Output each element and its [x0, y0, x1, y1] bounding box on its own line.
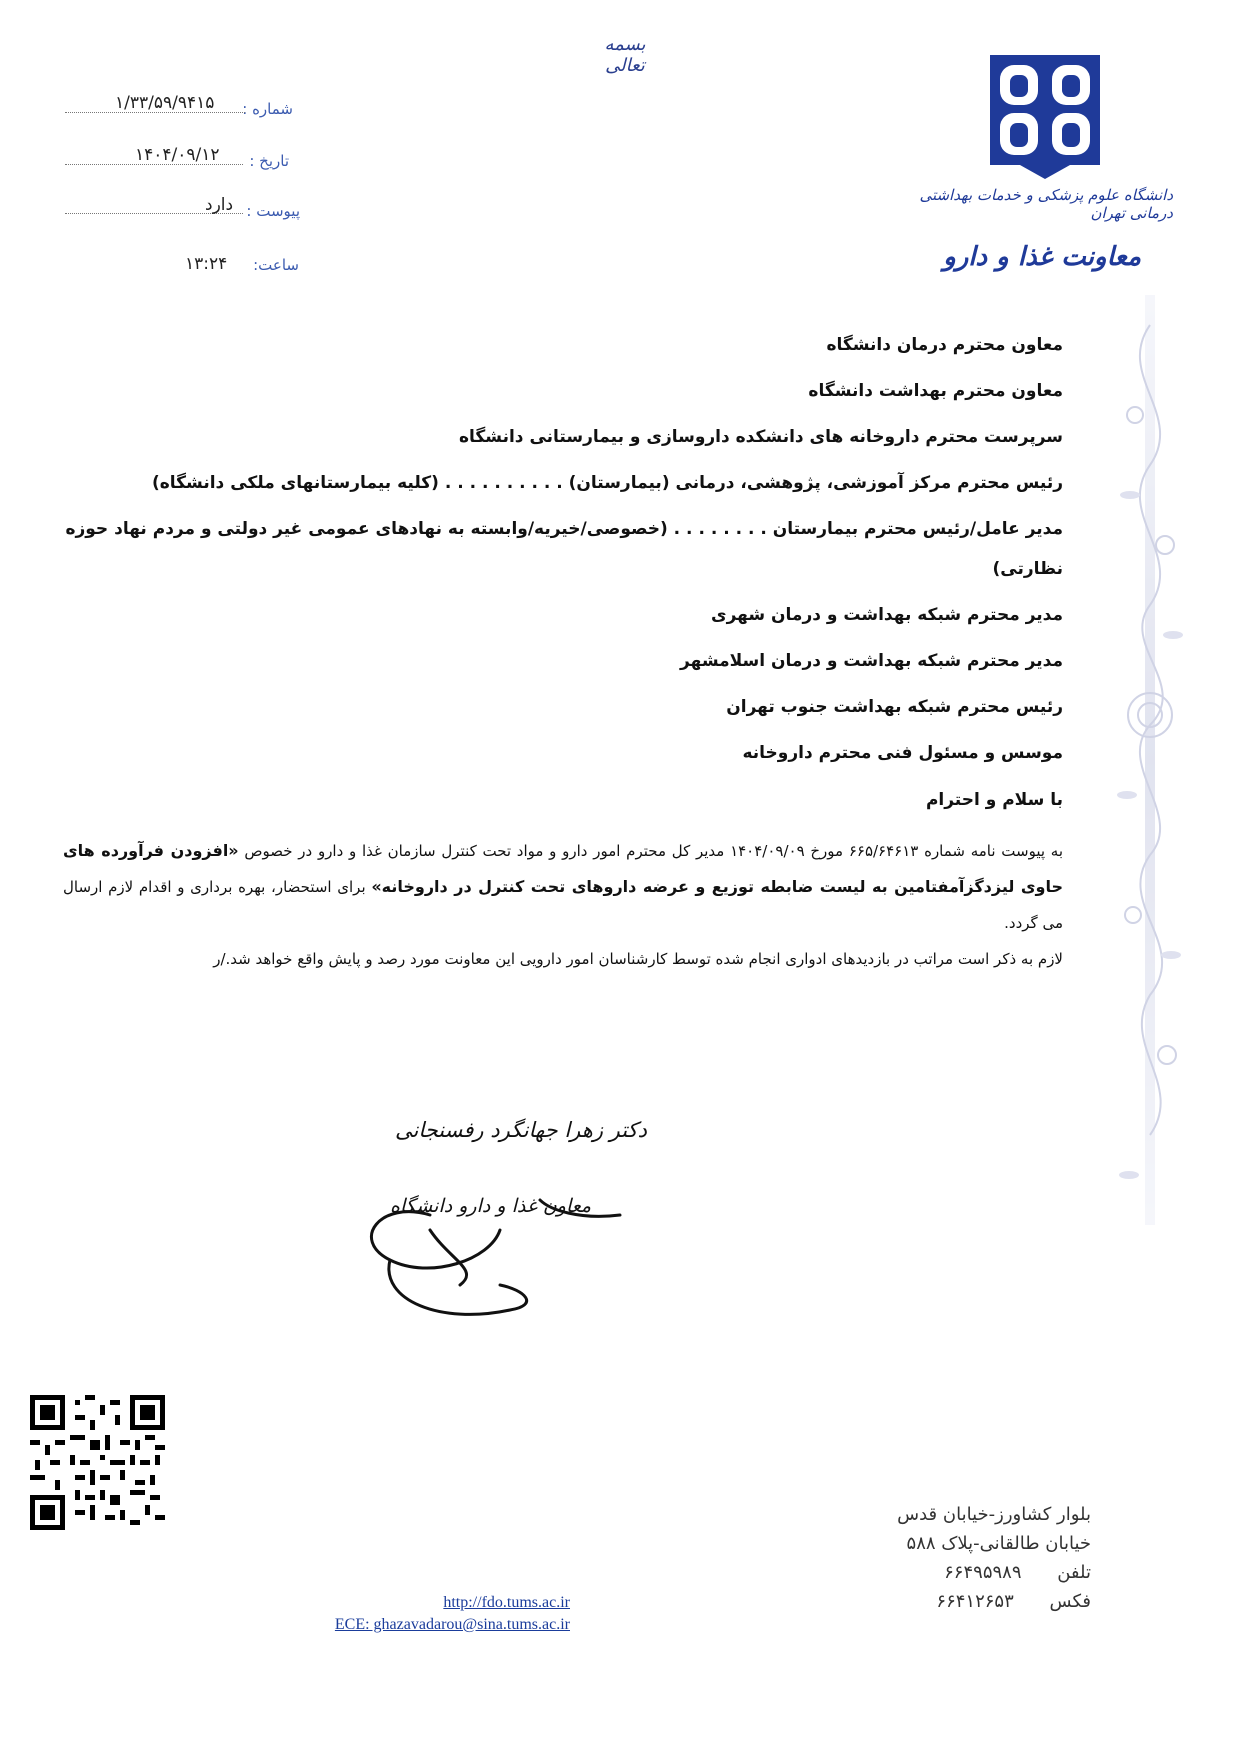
email-link[interactable]: ECE: ghazavadarou@sina.tums.ac.ir	[334, 1616, 570, 1633]
recipient-item: مدیر عامل/رئیس محترم بیمارستان . . . . . . . . (خصوصی/خیریه/وابسته به نهادهای عمومی غیر دولتی و مردم نهاد حوزه نظارتی)	[65, 519, 1063, 579]
body-paragraph-1	[63, 833, 1063, 941]
salutation: با سلام و احترام	[925, 790, 1063, 810]
number-row	[242, 100, 293, 118]
body-p1-start: به پیوست نامه شماره ۶۶۵/۶۴۶۱۳ مورخ ۱۴۰۴/۰۹/۰۹ مدیر کل محترم امور دارو و مواد تحت کنترل سازمان غذا و دارو در خصوص	[238, 842, 1064, 860]
phone-label: تلفن	[1057, 1562, 1091, 1583]
date-label: تاریخ :	[249, 152, 289, 170]
signature-name: دکتر زهرا جهانگرد رفسنجانی	[395, 1118, 647, 1142]
bismillah-heading: بسمه تعالی	[604, 34, 646, 76]
phone-row	[771, 1558, 1091, 1587]
date-value: ۱۴۰۴/۰۹/۱۲	[135, 145, 220, 165]
recipient-item: مدیر محترم شبکه بهداشت و درمان اسلامشهر	[680, 651, 1063, 671]
number-value-wrap	[115, 93, 214, 113]
address-line-1: بلوار کشاورز-خیابان قدس	[897, 1504, 1091, 1525]
website-link[interactable]: http://fdo.tums.ac.ir	[443, 1594, 570, 1611]
attachment-value-wrap	[205, 195, 233, 215]
recipient-item: سرپرست محترم داروخانه های دانشکده داروسازی و بیمارستانی دانشگاه	[458, 427, 1063, 447]
address-block	[771, 1500, 1091, 1616]
vice-chancellery-name: معاونت غذا و دارو	[943, 242, 1141, 272]
recipients-list	[63, 322, 1063, 776]
date-value-wrap	[135, 145, 220, 165]
recipient-item: معاون محترم بهداشت دانشگاه	[808, 381, 1063, 401]
signature-title: معاون غذا و دارو دانشگاه	[390, 1195, 592, 1217]
body-p1-end: برای استحضار، بهره برداری و اقدام لازم ارسال می گردد.	[63, 878, 1063, 932]
letter-body	[63, 833, 1063, 977]
time-row	[253, 256, 299, 274]
number-value: ۱/۳۳/۵۹/۹۴۱۵	[115, 93, 215, 113]
fax-row	[771, 1587, 1091, 1616]
university-name: دانشگاه علوم پزشکی و خدمات بهداشتی درمانی تهران	[919, 186, 1173, 222]
attachment-row	[246, 202, 300, 220]
number-label: شماره :	[242, 100, 293, 118]
qr-code-icon	[30, 1395, 165, 1530]
recipient-item: موسس و مسئول فنی محترم داروخانه	[742, 743, 1063, 763]
phone-value: ۶۶۴۹۵۹۸۹	[944, 1562, 1022, 1583]
handwritten-signature-icon	[350, 1110, 650, 1330]
attachment-value: دارد	[205, 195, 234, 215]
date-row	[249, 152, 289, 170]
address-line-2: خیابان طالقانی-پلاک ۵۸۸	[906, 1533, 1091, 1554]
recipient-item: رئیس محترم مرکز آموزشی، پژوهشی، درمانی (بیمارستان) . . . . . . . . . . (کلیه بیمارستانهای ملکی دانشگاه)	[151, 473, 1063, 493]
time-label: ساعت:	[253, 256, 299, 274]
recipient-item: رئیس محترم شبکه بهداشت جنوب تهران	[726, 697, 1063, 717]
attachment-label: پیوست :	[246, 202, 300, 220]
floral-border-decoration	[1105, 295, 1195, 1225]
time-value-wrap	[185, 254, 227, 274]
recipient-item: معاون محترم درمان دانشگاه	[826, 335, 1063, 355]
fax-label: فکس	[1049, 1591, 1091, 1612]
body-paragraph-2: لازم به ذکر است مراتب در بازدیدهای ادواری انجام شده توسط کارشناسان امور دارویی این معاونت مورد رصد و پایش واقع خواهد شد./ر	[213, 950, 1063, 968]
fax-value: ۶۶۴۱۲۶۵۳	[936, 1591, 1014, 1612]
contact-links	[250, 1592, 570, 1636]
time-value: ۱۳:۲۴	[185, 254, 228, 274]
body-p1-bold: «افزودن فرآورده های حاوی لیزدگزآمفتامین به لیست ضابطه توزیع و عرضه داروهای تحت کنترل در داروخانه»	[63, 841, 1063, 896]
university-logo-icon	[990, 55, 1100, 180]
recipient-item: مدیر محترم شبکه بهداشت و درمان شهری	[711, 605, 1063, 625]
